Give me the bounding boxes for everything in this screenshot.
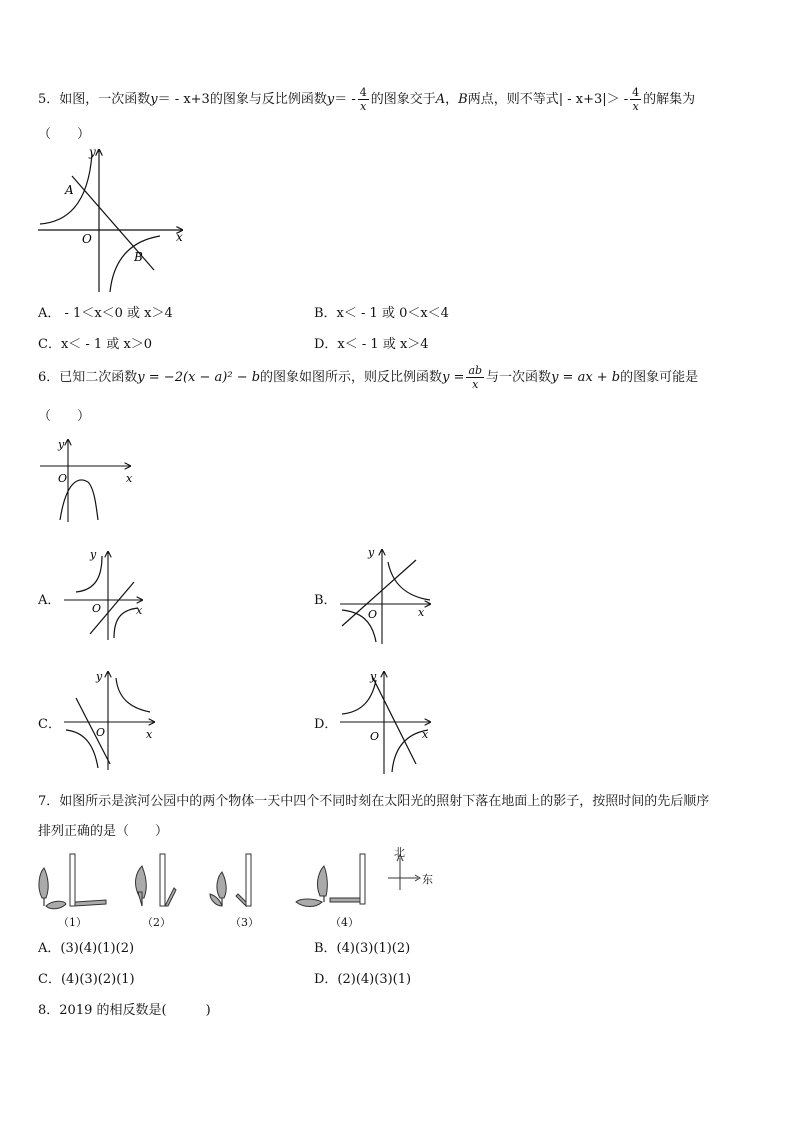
q5-text-c: 的图象交于 [370,92,436,107]
q5-graph-origin: O [82,232,92,246]
qb-x-label: x [418,606,425,619]
q7-caption-4: （4） [330,916,359,929]
q6-option-b-graph [338,546,438,646]
q6-fraction: $\frac{ab}{x}$ [468,364,483,391]
qd-origin: O [370,730,380,743]
q5-graph [36,146,196,296]
q5-func2-prefix: ＝ - [334,92,356,107]
q7-number: 7． [38,794,60,809]
q7-option-b: B．(4)(3)(1)(2) [314,941,411,956]
q5-point-b: B [458,92,468,107]
q5-text-a: 如图，一次函数 [59,92,151,107]
q7-caption-1: （1） [58,916,87,929]
q7-figure-1 [39,854,106,909]
q5-answer-paren: （ ） [38,127,91,142]
q8-stem [38,999,211,1018]
q7-figure-4 [296,854,365,907]
qc-y-label: y [96,670,103,683]
q5-option-b: B．x＜ - 1 或 0＜x＜4 [314,306,449,321]
q6-parabola-graph [38,434,138,524]
qc-origin: O [96,726,106,739]
qd-x-label: x [422,728,429,741]
qc-x-label: x [146,728,153,741]
q7-option-a: A．(3)(4)(1)(2) [38,941,135,956]
q7-figure-2 [136,854,176,906]
q8-text: 2019 的相反数是( ) [59,1003,211,1018]
q6-x-label: x [126,472,133,485]
q7-stem-line-1 [38,790,709,809]
q6-quadratic: y = −2(x − a)² − b [137,370,261,385]
q6-text-b: 的图象如图所示，则反比例函数 [260,370,443,385]
q5-option-d: D．x＜ - 1 或 x＞4 [314,337,429,352]
q7-compass-east: 东 [422,873,433,886]
q5-hyperbola-right [110,236,160,292]
q5-graph-point-a: A [65,183,74,197]
qa-origin: O [92,602,102,615]
q5-fraction-1: $\frac{4}{x}$ [359,86,367,113]
q7-figure-3 [210,854,251,906]
qc-hyperbola-1 [116,678,150,712]
qc-hyperbola-2 [66,730,98,768]
q6-linear: y = ax + b [551,370,621,385]
qd-line [372,676,416,764]
q6-text-a: 已知二次函数 [59,370,138,385]
q7-stem-line-2: 排列正确的是（ ） [38,824,169,839]
q5-graph-x-label: x [176,230,183,244]
q6-option-a-graph [62,548,148,642]
q5-text-e: 的解集为 [643,92,696,107]
q7-caption-2: （2） [142,916,171,929]
q5-stem [38,86,695,113]
q5-func1: ＝ - x+3 [157,92,210,107]
q5-graph-y-label: y [89,145,96,159]
q7-compass-north: 北 [394,846,405,859]
q6-origin: O [58,472,68,485]
q7-option-c: C．(4)(3)(2)(1) [38,972,135,987]
q6-y-label: y [58,438,65,451]
q7-compass [388,855,420,890]
q6-text-d: 的图象可能是 [620,370,699,385]
qb-y-label: y [368,546,375,559]
qa-hyperbola-2 [114,608,138,638]
q5-number: 5． [38,92,60,107]
qb-hyperbola-1 [388,562,430,600]
q6-parabola [60,480,98,520]
q6-y-eq: y = [442,370,465,385]
q5-graph-point-b: B [134,250,143,264]
q5-y1: y [150,92,158,107]
q5-fraction-2: $\frac{4}{x}$ [632,86,640,113]
qa-y-label: y [90,548,97,561]
qa-x-label: x [136,604,143,617]
q7-text-1: 如图所示是滨河公园中的两个物体一天中四个不同时刻在太阳光的照射下落在地面上的影子，按照时间的先后顺序 [59,794,710,809]
q8-number: 8． [38,1003,60,1018]
qa-hyperbola-1 [76,556,102,592]
qd-hyperbola-1 [342,680,376,714]
q6-text-c: 与一次函数 [486,370,552,385]
q7-option-d: D．(2)(4)(3)(1) [314,972,412,987]
qb-origin: O [368,608,378,621]
q6-option-b-label: B． [314,593,337,608]
q6-option-c-graph [62,668,162,772]
q6-option-d-graph [338,668,438,776]
q6-number: 6． [38,370,60,385]
q6-option-c-label: C． [38,717,61,732]
q7-caption-3: （3） [230,916,259,929]
q5-text-d: 两点，则不等式| - x+3|＞ - [467,92,629,107]
q5-point-a: A [435,92,446,107]
q6-option-a-label: A． [38,593,61,608]
qb-line [342,560,416,626]
q5-y2: y [326,92,335,107]
q5-comma: ， [445,92,459,107]
q5-text-b: 的图象与反比例函数 [209,92,327,107]
q5-option-c: C．x＜ - 1 或 x＞0 [38,337,153,352]
q6-stem [38,364,698,391]
q6-option-d-label: D． [314,717,338,732]
qd-y-label: y [370,670,377,683]
q5-option-a: A． - 1＜x＜0 或 x＞4 [38,306,173,321]
q6-answer-paren: （ ） [38,409,91,424]
